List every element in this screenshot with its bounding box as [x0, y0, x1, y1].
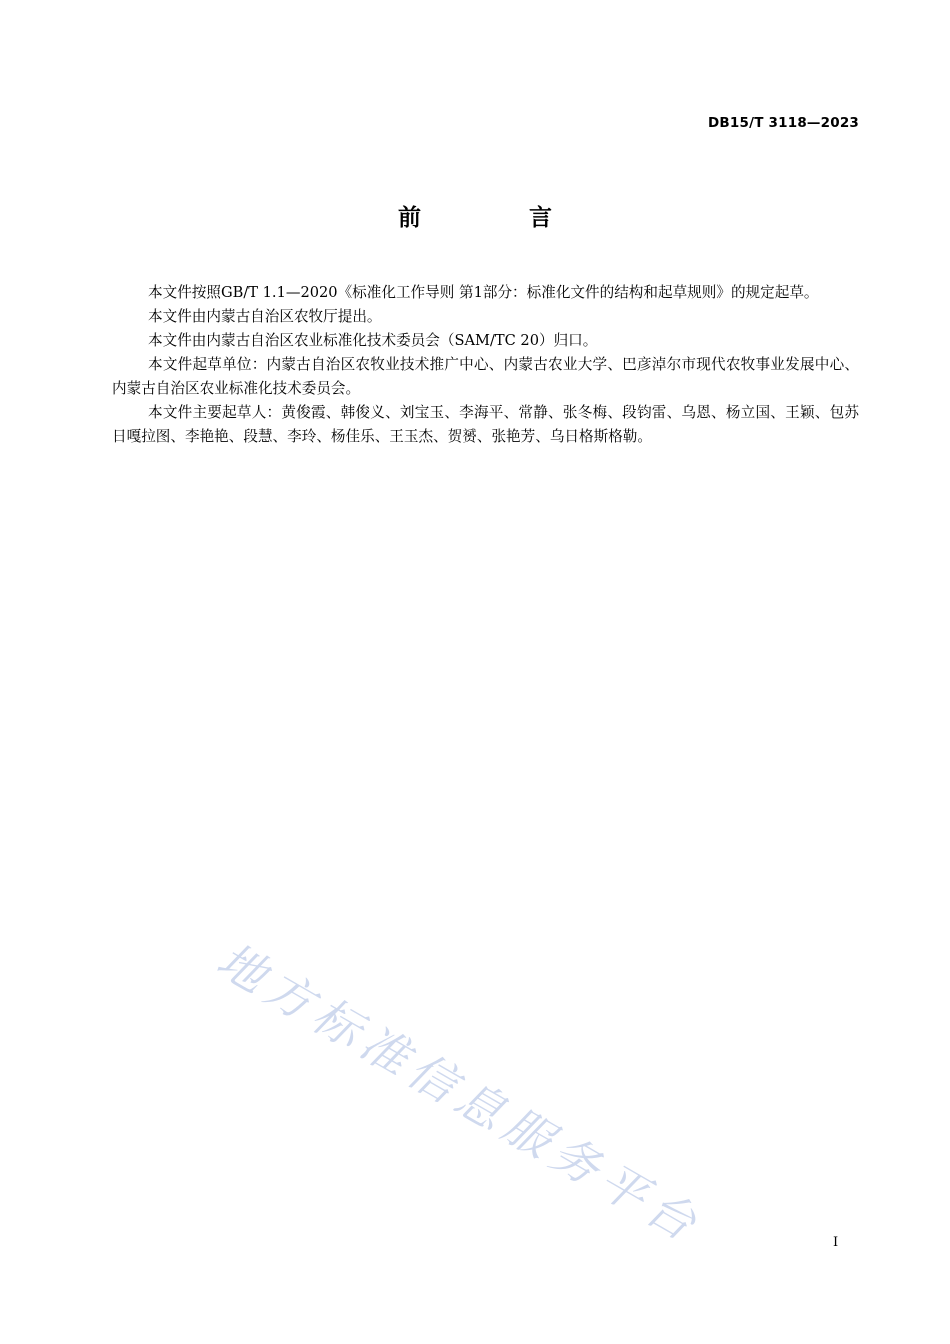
paragraph-administrator: 本文件由内蒙古自治区农业标准化技术委员会（SAM/TC 20）归口。	[148, 332, 598, 349]
paragraph-drafting-rules: 本文件按照GB/T 1.1—2020《标准化工作导则 第1部分：标准化文件的结构和起草规则》的规定起草。	[148, 284, 819, 301]
page-title: 前 言	[397, 205, 602, 231]
preface-body	[112, 281, 859, 449]
paragraph-proposer: 本文件由内蒙古自治区农牧厅提出。	[148, 308, 382, 325]
paragraph-drafting-units: 本文件起草单位：内蒙古自治区农牧业技术推广中心、内蒙古农业大学、巴彦淖尔市现代农牧事业发展中心、内蒙古自治区农业标准化技术委员会。	[112, 356, 859, 397]
page-number: I	[833, 1235, 839, 1250]
watermark: 地方标准信息服务平台	[207, 932, 712, 1256]
paragraph-drafters: 本文件主要起草人：黄俊霞、韩俊义、刘宝玉、李海平、常静、张冬梅、段钧雷、乌恩、杨立国、王颖、包苏日嘎拉图、李艳艳、段慧、李玲、杨佳乐、王玉杰、贺赟、张艳芳、乌日格斯格勒。	[112, 404, 859, 445]
document-code: DB15/T 3118—2023	[708, 115, 859, 131]
